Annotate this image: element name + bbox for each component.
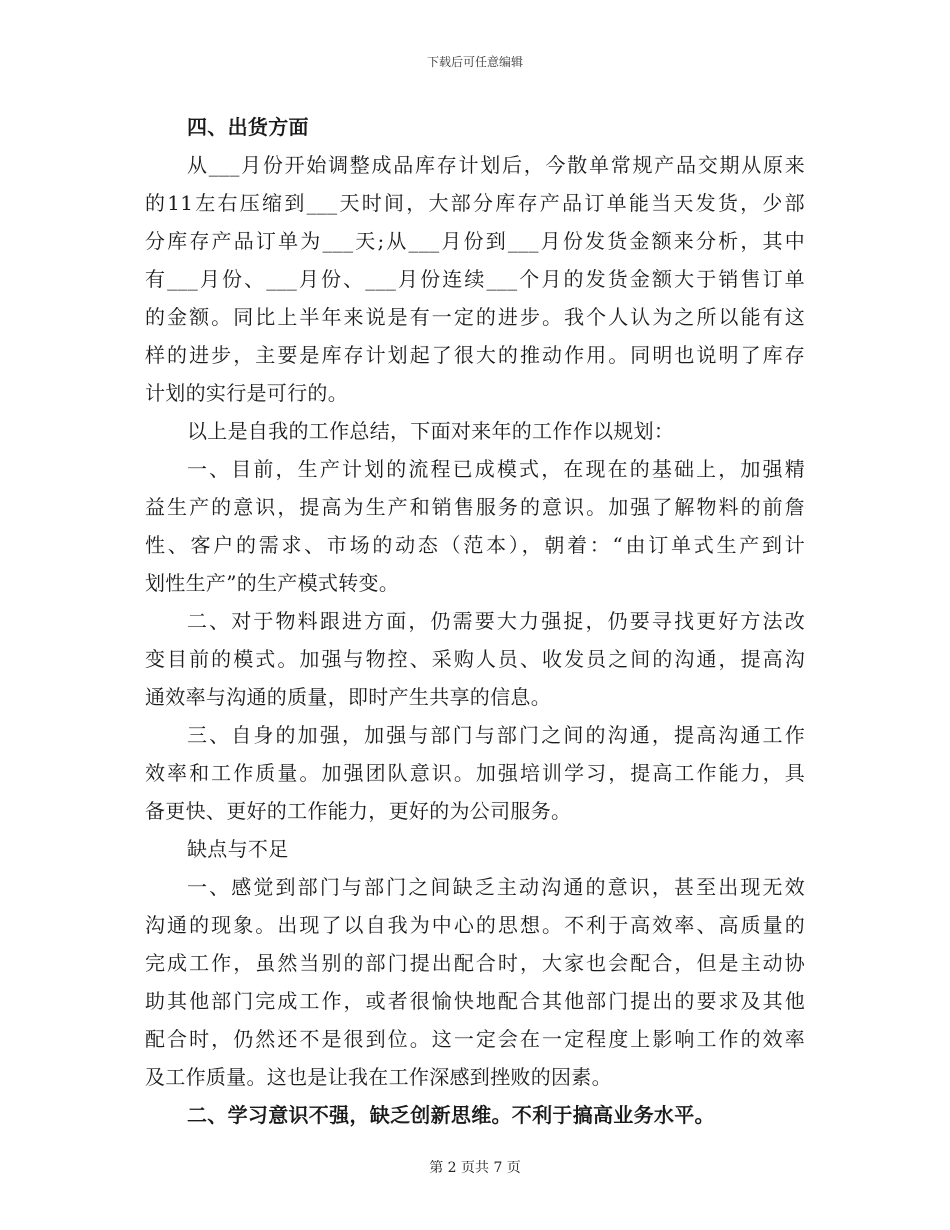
text-line: 及工作质量。这也是让我在工作深感到挫败的因素。 <box>145 1065 612 1089</box>
text-line: 助其他部门完成工作，或者很愉快地配合其他部门提出的要求及其他 <box>145 989 805 1013</box>
text-line: 沟通的现象。出现了以自我为中心的思想。不利于高效率、高质量的 <box>145 913 805 937</box>
text-line: 有___月份、___月份、___月份连续___个月的发货金额大于销售订单 <box>145 267 805 291</box>
page-header: 下载后可任意编辑 <box>426 55 523 69</box>
text-line: 的11左右压缩到___天时间，大部分库存产品订单能当天发货，少部 <box>145 191 805 215</box>
text-line: 性、客户的需求、市场的动态（范本），朝着：“由订单式生产到计 <box>145 533 805 557</box>
text-line: 划性生产”的生产模式转变。 <box>145 571 400 595</box>
text-line: 计划的实行是可行的。 <box>145 381 348 405</box>
text-line: 一、感觉到部门与部门之间缺乏主动沟通的意识，甚至出现无效 <box>187 875 805 899</box>
section-heading: 四、出货方面 <box>187 115 309 139</box>
text-line: 的金额。同比上半年来说是有一定的进步。我个人认为之所以能有这 <box>145 305 805 329</box>
text-line: 分库存产品订单为___天;从___月份到___月份发货金额来分析，其中 <box>145 229 805 253</box>
text-line: 以上是自我的工作总结，下面对来年的工作作以规划： <box>187 419 675 443</box>
text-line: 效率和工作质量。加强团队意识。加强培训学习，提高工作能力，具 <box>145 761 805 785</box>
text-line: 从___月份开始调整成品库存计划后，今散单常规产品交期从原来 <box>187 153 805 177</box>
text-line: 样的进步，主要是库存计划起了很大的推动作用。同明也说明了库存 <box>145 343 805 367</box>
text-line: 缺点与不足 <box>187 837 289 861</box>
section-heading: 二、学习意识不强，缺乏创新思维。不利于搞高业务水平。 <box>187 1103 715 1127</box>
text-line: 备更快、更好的工作能力，更好的为公司服务。 <box>145 799 572 823</box>
text-line: 完成工作，虽然当别的部门提出配合时，大家也会配合，但是主动协 <box>145 951 805 975</box>
text-line: 配合时，仍然还不是很到位。这一定会在一定程度上影响工作的效率 <box>145 1027 805 1051</box>
page-number: 第 2 页共 7 页 <box>429 1160 521 1176</box>
document-body <box>145 108 805 1134</box>
text-line: 通效率与沟通的质量，即时产生共享的信息。 <box>145 685 551 709</box>
text-line: 三、自身的加强，加强与部门与部门之间的沟通，提高沟通工作 <box>187 723 805 747</box>
text-line: 一、目前，生产计划的流程已成模式，在现在的基础上，加强精 <box>187 457 805 481</box>
text-line: 二、对于物料跟进方面，仍需要大力强捉，仍要寻找更好方法改 <box>187 609 805 633</box>
text-line: 变目前的模式。加强与物控、采购人员、收发员之间的沟通，提高沟 <box>145 647 805 671</box>
text-line: 益生产的意识，提高为生产和销售服务的意识。加强了解物料的前詹 <box>145 495 805 519</box>
